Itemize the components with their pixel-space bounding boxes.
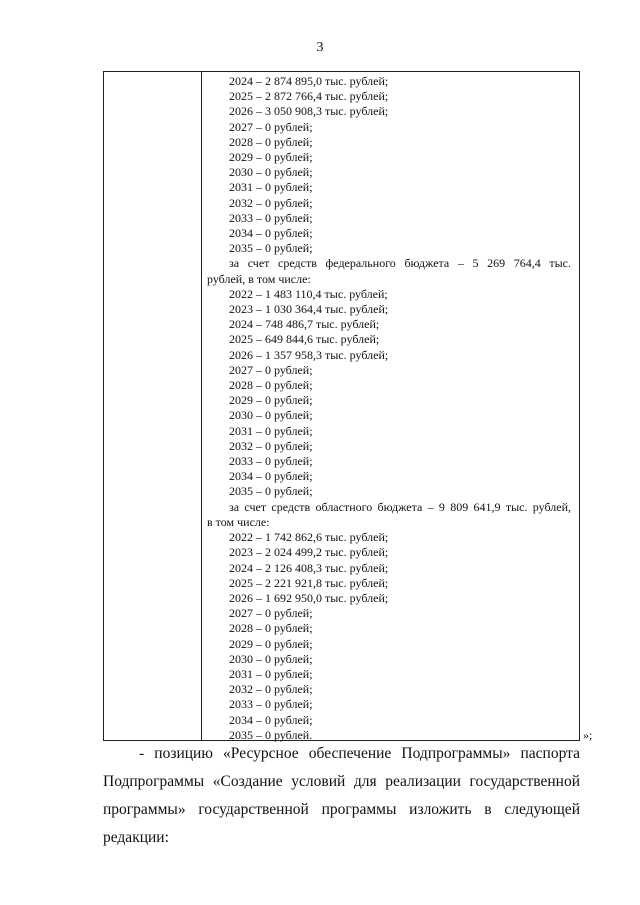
table-line: 2035 – 0 рублей; — [229, 241, 313, 256]
table-line: 2025 – 649 844,6 тыс. рублей; — [229, 332, 380, 347]
table-line: 2031 – 0 рублей; — [229, 423, 313, 438]
table-line: 2027 – 0 рублей; — [229, 119, 313, 134]
table-line: 2024 – 748 486,7 тыс. рублей; — [229, 317, 380, 332]
table-line: 2032 – 0 рублей; — [229, 682, 313, 697]
resource-table — [103, 71, 580, 741]
paragraph-line: программы» государственной программы изложить в следующей — [103, 801, 580, 818]
table-column-divider — [201, 72, 202, 740]
paragraph-line: Подпрограммы «Создание условий для реализации государственной — [103, 773, 580, 790]
table-line: 2034 – 0 рублей; — [229, 226, 313, 241]
table-line: 2032 – 0 рублей; — [229, 195, 313, 210]
table-line: за счет средств федерального бюджета – 5 269 764,4 тыс. — [229, 256, 571, 271]
table-line: рублей, в том числе: — [207, 271, 311, 286]
table-closing-mark: »; — [583, 728, 593, 742]
table-line: 2028 – 0 рублей; — [229, 621, 313, 636]
table-line: 2034 – 0 рублей; — [229, 712, 313, 727]
table-line: 2033 – 0 рублей; — [229, 697, 313, 712]
table-line: за счет средств областного бюджета – 9 809 641,9 тыс. рублей, — [229, 499, 571, 514]
table-line: 2035 – 0 рублей; — [229, 484, 313, 499]
table-line: 2028 – 0 рублей; — [229, 134, 313, 149]
table-line: 2033 – 0 рублей; — [229, 210, 313, 225]
table-line: 2022 – 1 483 110,4 тыс. рублей; — [229, 286, 388, 301]
table-line: в том числе: — [207, 514, 270, 529]
table-line: 2025 – 2 872 766,4 тыс. рублей; — [229, 89, 389, 104]
table-line: 2031 – 0 рублей; — [229, 180, 313, 195]
table-line: 2030 – 0 рублей; — [229, 651, 313, 666]
table-line: 2031 – 0 рублей; — [229, 666, 313, 681]
table-line: 2022 – 1 742 862,6 тыс. рублей; — [229, 530, 389, 545]
table-content-cell — [207, 74, 571, 743]
instruction-paragraph — [103, 740, 580, 852]
table-line: 2030 – 0 рублей; — [229, 408, 313, 423]
table-line: 2023 – 2 024 499,2 тыс. рублей; — [229, 545, 389, 560]
table-line: 2023 – 1 030 364,4 тыс. рублей; — [229, 302, 389, 317]
table-line: 2032 – 0 рублей; — [229, 438, 313, 453]
table-line: 2034 – 0 рублей; — [229, 469, 313, 484]
table-line: 2029 – 0 рублей; — [229, 150, 313, 165]
paragraph-line: редакции: — [103, 829, 169, 846]
table-line: 2033 – 0 рублей; — [229, 454, 313, 469]
table-line: 2029 – 0 рублей; — [229, 636, 313, 651]
table-line: 2029 – 0 рублей; — [229, 393, 313, 408]
table-line: 2030 – 0 рублей; — [229, 165, 313, 180]
table-line: 2026 – 1 692 950,0 тыс. рублей; — [229, 590, 389, 605]
table-line: 2024 – 2 874 895,0 тыс. рублей; — [229, 74, 389, 88]
table-line: 2027 – 0 рублей; — [229, 362, 313, 377]
table-line: 2027 – 0 рублей; — [229, 606, 313, 621]
table-line: 2024 – 2 126 408,3 тыс. рублей; — [229, 560, 389, 575]
paragraph-line: - позицию «Ресурсное обеспечение Подпрограммы» паспорта — [139, 745, 580, 762]
table-line: 2026 – 1 357 958,3 тыс. рублей; — [229, 347, 389, 362]
page-number: 3 — [316, 40, 324, 55]
table-line: 2026 – 3 050 908,3 тыс. рублей; — [229, 104, 389, 119]
table-line: 2025 – 2 221 921,8 тыс. рублей; — [229, 575, 389, 590]
table-line: 2035 – 0 рублей. — [229, 727, 313, 742]
table-line: 2028 – 0 рублей; — [229, 378, 313, 393]
